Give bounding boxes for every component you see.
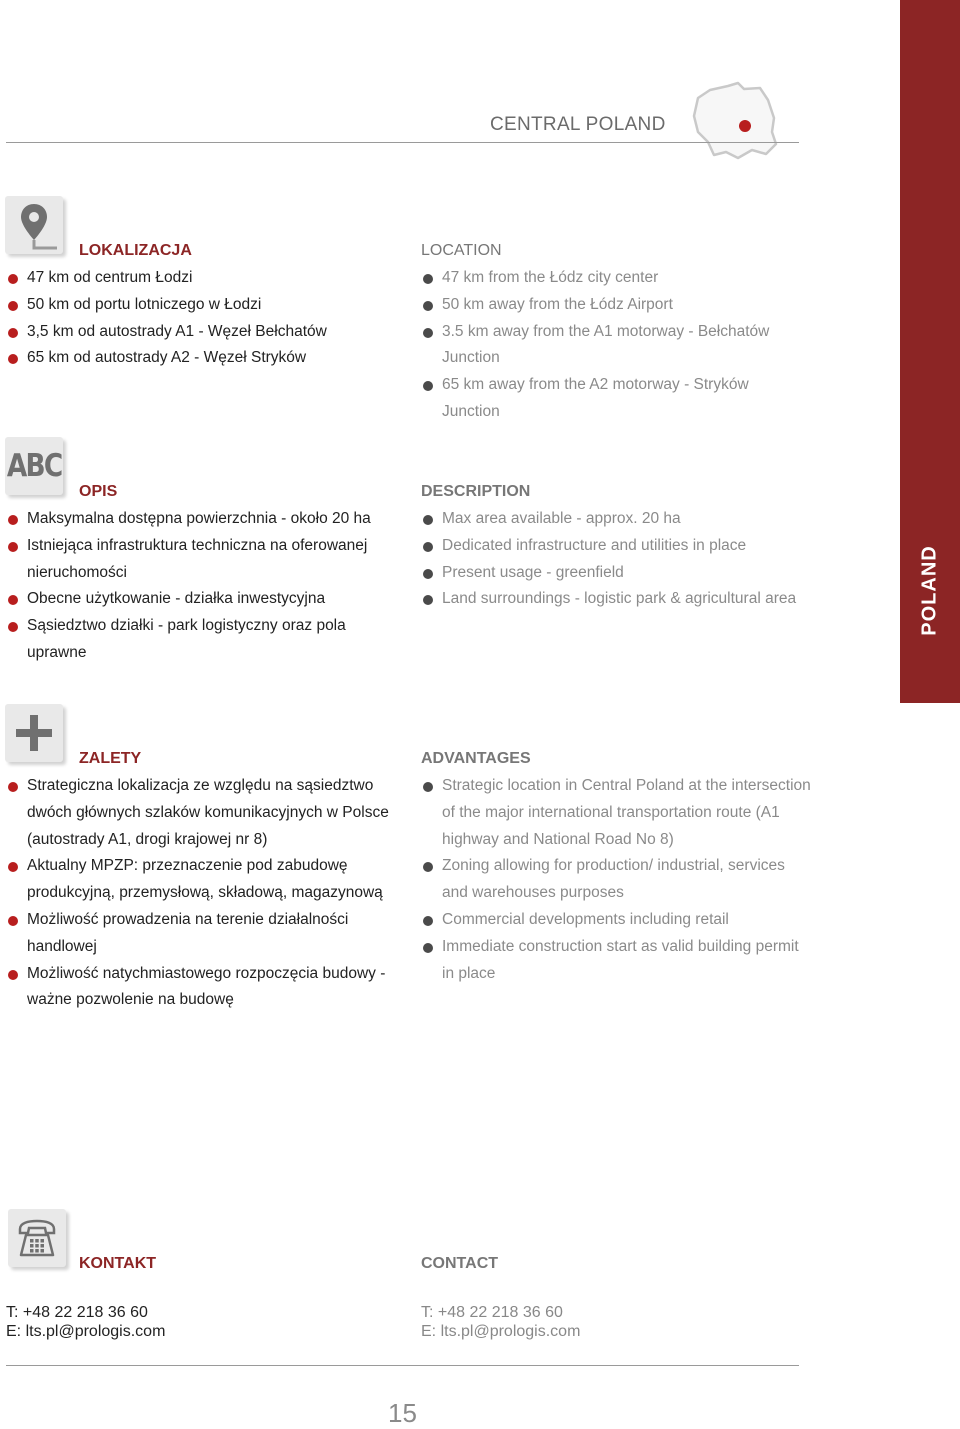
list-item: Obecne użytkowanie - działka inwestycyjna xyxy=(6,586,396,613)
phone-text: T: +48 22 218 36 60 xyxy=(421,1304,563,1321)
list-item: 65 km away from the A2 motorway - Stryków Junction xyxy=(421,372,801,426)
advantages-list-en xyxy=(421,773,811,987)
side-tab-label: POLAND xyxy=(918,544,941,636)
footer-divider xyxy=(6,1365,799,1366)
list-item: 65 km od autostrady A2 - Węzeł Stryków xyxy=(6,345,396,372)
phone-text: T: +48 22 218 36 60 xyxy=(6,1304,148,1321)
contact-heading-en: CONTACT xyxy=(421,1255,499,1272)
description-heading-en: DESCRIPTION xyxy=(421,483,531,500)
email-link[interactable]: E: lts.pl@prologis.com xyxy=(6,1323,166,1340)
list-item: Możliwość natychmiastowego rozpoczęcia budowy - ważne pozwolenie na budowę xyxy=(6,961,396,1015)
page-number: 15 xyxy=(388,1398,417,1428)
list-item: Immediate construction start as valid building permit in place xyxy=(421,934,811,988)
contact-heading-pl: KONTAKT xyxy=(79,1255,157,1272)
list-item: 50 km od portu lotniczego w Łodzi xyxy=(6,292,396,319)
map-pin-icon xyxy=(9,200,59,250)
list-item: 3,5 km od autostrady A1 - Węzeł Bełchatów xyxy=(6,319,396,346)
location-heading-en: LOCATION xyxy=(421,242,502,259)
location-list-en xyxy=(421,265,801,426)
list-item: Istniejąca infrastruktura techniczna na oferowanej nieruchomości xyxy=(6,533,396,587)
advantages-icon-box xyxy=(5,704,63,762)
contact-block-en xyxy=(421,1303,580,1341)
abc-icon: ABC xyxy=(6,448,62,484)
list-item: 47 km od centrum Łodzi xyxy=(6,265,396,292)
list-item: Present usage - greenfield xyxy=(421,560,821,587)
poland-map-icon xyxy=(688,80,780,162)
list-item: Strategiczna lokalizacja ze względu na sąsiedztwo dwóch głównych szlaków komunikacyjnych w Polsce (autostrady A1, drogi krajowej nr 8) xyxy=(6,773,396,853)
list-item: 47 km from the Łódz city center xyxy=(421,265,801,292)
side-tab xyxy=(900,540,960,640)
advantages-heading-en: ADVANTAGES xyxy=(421,750,531,767)
list-item: Aktualny MPZP: przeznaczenie pod zabudowę produkcyjną, przemysłową, składową, magazynową xyxy=(6,853,396,907)
list-item: Strategic location in Central Poland at the intersection of the major international transportation route (A1 highway and National Road No 8) xyxy=(421,773,811,853)
plus-icon xyxy=(12,711,56,755)
list-item: Max area available - approx. 20 ha xyxy=(421,506,821,533)
list-item: Dedicated infrastructure and utilities in place xyxy=(421,533,821,560)
email-link[interactable]: E: lts.pl@prologis.com xyxy=(421,1323,581,1340)
contact-block-pl xyxy=(6,1303,165,1341)
advantages-heading-pl: ZALETY xyxy=(79,750,142,767)
contact-icon-box xyxy=(8,1209,66,1267)
location-heading-pl: LOKALIZACJA xyxy=(79,242,192,259)
description-list-pl xyxy=(6,506,396,667)
description-icon-box xyxy=(5,437,63,495)
header-divider xyxy=(6,142,799,143)
telephone-icon xyxy=(14,1215,60,1261)
region-title: CENTRAL POLAND xyxy=(490,114,666,135)
advantages-list-pl xyxy=(6,773,396,1014)
list-item: Commercial developments including retail xyxy=(421,907,811,934)
location-list-pl xyxy=(6,265,396,372)
description-list-en xyxy=(421,506,821,613)
list-item: Zoning allowing for production/ industrial, services and warehouses purposes xyxy=(421,853,811,907)
description-heading-pl: OPIS xyxy=(79,483,118,500)
list-item: 50 km away from the Łódz Airport xyxy=(421,292,801,319)
list-item: Możliwość prowadzenia na terenie działalności handlowej xyxy=(6,907,396,961)
list-item: Sąsiedztwo działki - park logistyczny oraz pola uprawne xyxy=(6,613,396,667)
location-icon-box xyxy=(5,196,63,254)
list-item: 3.5 km away from the A1 motorway - Bełchatów Junction xyxy=(421,319,801,373)
list-item: Land surroundings - logistic park & agricultural area xyxy=(421,586,821,613)
list-item: Maksymalna dostępna powierzchnia - około 20 ha xyxy=(6,506,396,533)
